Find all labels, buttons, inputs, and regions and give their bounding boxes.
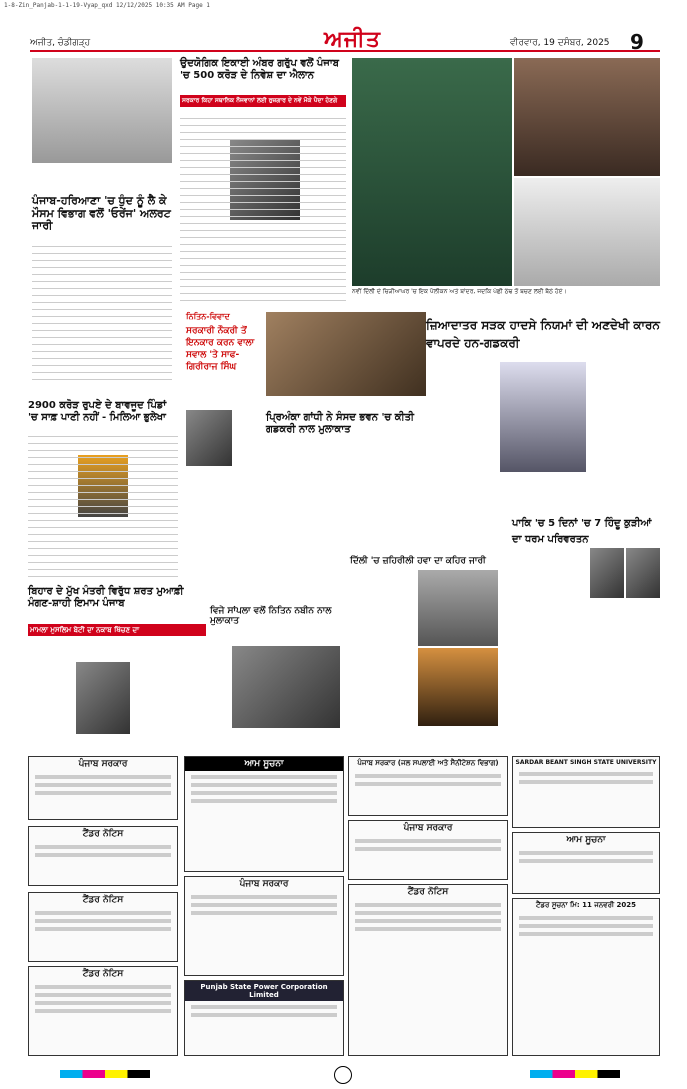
ad-block-1-title: ਪੰਜਾਬ ਸਰਕਾਰ [78, 759, 128, 769]
ad-block-5-title: ਆਮ ਸੂਚਨਾ [185, 757, 343, 771]
investment-subhead: ਸਰਕਾਰ ਕਿਹਾ ਸਥਾਨਿਕ ਨੌਜਵਾਨਾਂ ਲਈ ਰੁਜ਼ਗਾਰ ਦੇ ਨਵੇਂ ਮੌਕੇ ਪੈਦਾ ਹੋਣਗੇ [180, 95, 346, 107]
fog-body-text [32, 240, 172, 385]
color-bar-right [530, 1070, 620, 1078]
ad-block-7-title: Punjab State Power Corporation Limited [185, 981, 343, 1001]
delhi-fog-photo-2 [418, 648, 498, 726]
monkey-photo [514, 58, 660, 176]
ad-block-3-title: ਟੈਂਡਰ ਨੋਟਿਸ [82, 895, 124, 905]
ad-block-13-title: ਟੈਂਡਰ ਸੂਚਨਾ ਮਿ: 11 ਜਨਵਰੀ 2025 [536, 901, 636, 909]
nitin-vivad-tag: ਨਿਤਿਨ-ਵਿਵਾਦ [186, 312, 230, 321]
pakistan-headline: ਪਾਕਿ 'ਚ 5 ਦਿਨਾਂ 'ਚ 7 ਹਿੰਦੂ ਕੁੜੀਆਂ ਦਾ ਧਰਮ ਪਰਿਵਰਤਨ [512, 518, 652, 545]
investment-headline: ਉਦਯੋਗਿਕ ਇਕਾਈ ਅੰਬਰ ਗਰੁੱਪ ਵਲੋਂ ਪੰਜਾਬ 'ਚ 500 ਕਰੋੜ ਦੇ ਨਿਵੇਸ਼ ਦਾ ਐਲਾਨ [180, 58, 339, 81]
ad-block-6 [184, 876, 344, 976]
meeting-headline: ਵਿਜੇ ਸਾਂਪਲਾ ਵਲੋਂ ਨਿਤਿਨ ਨਬੀਨ ਨਾਲ ਮੁਲਾਕਾਤ [210, 606, 332, 627]
imam-photo [76, 662, 130, 734]
ad-block-10-title: ਟੈਂਡਰ ਨੋਟਿਸ [407, 887, 449, 897]
ad-block-9-title: ਪੰਜਾਬ ਸਰਕਾਰ [403, 823, 453, 833]
meeting-photo [232, 646, 340, 728]
pakistan-photo-2 [626, 548, 660, 598]
ad-block-10 [348, 884, 508, 1056]
print-meta-line: 1-8-Zin_Panjab-1-1-19-Vyap_qxd 12/12/2025 10:35 AM Page 1 [4, 2, 210, 9]
page-number: 9 [630, 30, 644, 54]
newspaper-logo: ਅਜੀਤ [324, 26, 381, 52]
delhi-fog-photo-1 [418, 570, 498, 646]
pakistan-photo-1 [590, 548, 624, 598]
ad-block-8-title: ਪੰਜਾਬ ਸਰਕਾਰ (ਜਲ ਸਪਲਾਈ ਅਤੇ ਸੈਨੀਟੇਸ਼ਨ ਵਿਭਾਗ) [357, 759, 499, 767]
ad-block-2 [28, 826, 178, 886]
ad-block-12-title: ਆਮ ਸੂਚਨਾ [566, 835, 606, 845]
ad-block-4-title: ਟੈਂਡਰ ਨੋਟਿਸ [82, 969, 124, 979]
gadkari-photo [500, 362, 586, 472]
ad-block-11-title: SARDAR BEANT SINGH STATE UNIVERSITY [515, 759, 657, 766]
birds-photo [514, 178, 660, 286]
priyanka-photo [266, 312, 426, 396]
registration-mark [334, 1066, 352, 1084]
fog-headline: ਪੰਜਾਬ-ਹਰਿਆਣਾ 'ਚ ਧੁੰਦ ਨੂੰ ਲੈ ਕੇ ਮੌਸਮ ਵਿਭਾਗ ਵਲੋਂ 'ਓਰੇਂਜ' ਅਲਰਟ ਜਾਰੀ [32, 194, 171, 233]
masthead [30, 28, 660, 52]
ad-block-3 [28, 892, 178, 962]
ad-block-5 [184, 756, 344, 872]
ad-block-8 [348, 756, 508, 816]
water-headline: 2900 ਕਰੋੜ ਰੁਪਏ ਦੇ ਬਾਵਜੂਦ ਪਿੰਡਾਂ 'ਚ ਸਾਫ਼ ਪਾਣੀ ਨਹੀਂ - ਮਿਲਿਆ ਭੁਲੇਖਾ [28, 400, 167, 423]
masthead-date: ਵੀਰਵਾਰ, 19 ਦਸੰਬਰ, 2025 [510, 38, 610, 48]
fog-photo [32, 58, 172, 163]
water-body-text [28, 430, 178, 580]
wildlife-caption: ਨਵੀਂ ਦਿੱਲੀ ਦੇ ਚਿੜੀਆਘਰ 'ਚ ਇਕ ਪੈਲੀਕਨ ਅਤੇ ਬਾਂਦਰ, ਜਦਕਿ ਪੰਛੀ ਠੰਢ ਤੋਂ ਬਚਣ ਲਈ ਬੈਠੇ ਹੋਏ। [352, 288, 567, 295]
giriraj-photo [186, 410, 232, 466]
ad-block-1 [28, 756, 178, 820]
ad-block-9 [348, 820, 508, 880]
delhi-fog-headline: ਦਿੱਲੀ 'ਚ ਜ਼ਹਿਰੀਲੀ ਹਵਾ ਦਾ ਕਹਿਰ ਜਾਰੀ [350, 556, 486, 566]
ad-block-11 [512, 756, 660, 828]
ad-block-2-title: ਟੈਂਡਰ ਨੋਟਿਸ [82, 829, 124, 839]
ad-block-6-title: ਪੰਜਾਬ ਸਰਕਾਰ [239, 879, 289, 889]
ad-block-4 [28, 966, 178, 1056]
ad-block-12 [512, 832, 660, 894]
pelican-photo [352, 58, 512, 286]
bihar-headline: ਬਿਹਾਰ ਦੇ ਮੁੱਖ ਮੰਤਰੀ ਵਿਰੁੱਧ ਸ਼ਰਤ ਮੁਆਫ਼ੀ ਮੰਗਣ-ਸ਼ਾਹੀ ਇਮਾਮ ਪੰਜਾਬ [28, 586, 184, 609]
priyanka-headline: ਪ੍ਰਿਅੰਕਾ ਗਾਂਧੀ ਨੇ ਸੰਸਦ ਭਵਨ 'ਚ ਕੀਤੀ ਗਡਕਰੀ ਨਾਲ ਮੁਲਾਕਾਤ [266, 412, 415, 435]
gadkari-headline: ਜ਼ਿਆਦਾਤਰ ਸੜਕ ਹਾਦਸੇ ਨਿਯਮਾਂ ਦੀ ਅਣਦੇਖੀ ਕਾਰਨ ਵਾਪਰਦੇ ਹਨ-ਗਡਕਰੀ [426, 318, 660, 350]
nitin-vivad-text: ਸਰਕਾਰੀ ਨੌਕਰੀ ਤੋਂ ਇਨਕਾਰ ਕਰਨ ਵਾਲਾ ਸਵਾਲ 'ਤੇ ਸਾਫ-ਗਿਰੀਰਾਜ ਸਿੰਘ [186, 326, 255, 372]
ad-block-13 [512, 898, 660, 1056]
masthead-location: ਅਜੀਤ, ਚੰਡੀਗੜ੍ਹ [30, 38, 91, 48]
ad-block-7 [184, 980, 344, 1056]
color-bar-left [60, 1070, 150, 1078]
bihar-subhead: ਮਾਮਲਾ ਮੁਸਲਿਮ ਬੇਟੀ ਦਾ ਨਕਾਬ ਖਿੱਚਣ ਦਾ [28, 624, 206, 636]
investment-body-text [180, 112, 346, 302]
